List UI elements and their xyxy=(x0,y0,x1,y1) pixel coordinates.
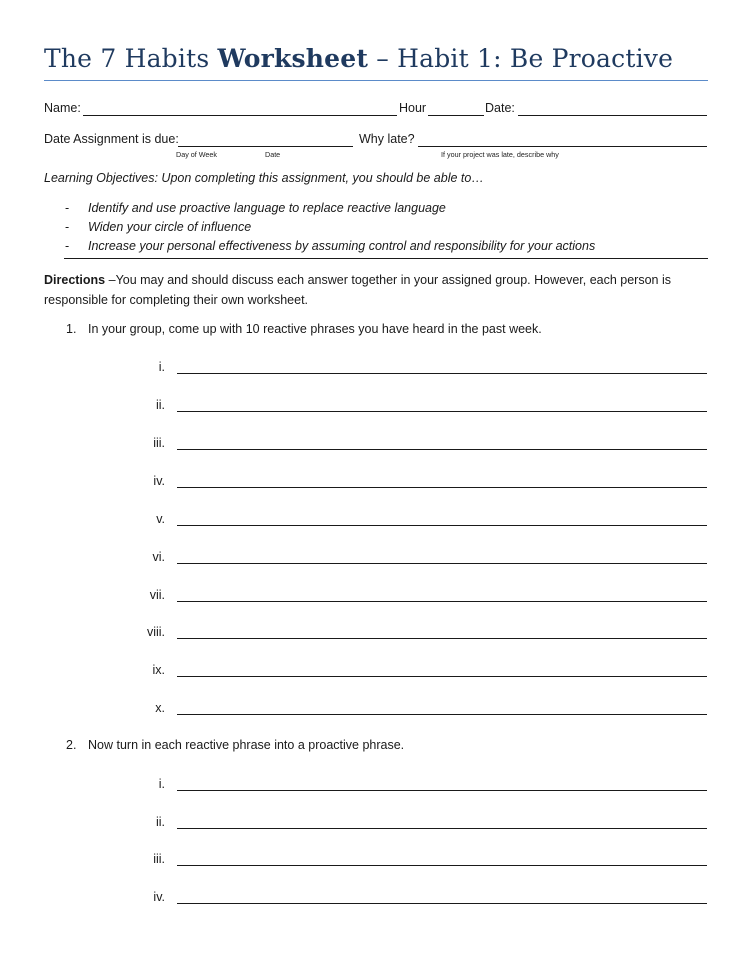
objective-item: Widen your circle of influence xyxy=(88,220,252,234)
title-part1: The 7 Habits xyxy=(44,44,218,73)
answer-line[interactable] xyxy=(177,411,707,412)
question-text: Now turn in each reactive phrase into a proactive phrase. xyxy=(88,738,405,752)
objective-item: Increase your personal effectiveness by assuming control and responsibility for your actions xyxy=(88,239,596,253)
answer-numeral: i. xyxy=(158,777,165,791)
directions-label: Directions xyxy=(44,273,106,287)
title-divider xyxy=(44,80,708,81)
hour-field[interactable] xyxy=(428,115,484,116)
answer-numeral: x. xyxy=(155,701,165,715)
due-date-field[interactable] xyxy=(178,146,353,147)
why-late-label: Why late? xyxy=(359,132,415,146)
objectives-divider xyxy=(64,258,708,259)
name-label: Name: xyxy=(44,101,81,115)
objective-item: Identify and use proactive language to replace reactive language xyxy=(88,201,446,215)
answer-numeral: ix. xyxy=(152,663,165,677)
directions-text: –You may and should discuss each answer together in your assigned group. However, each person is responsible for completing their own worksheet. xyxy=(44,273,671,307)
why-late-field[interactable] xyxy=(418,146,707,147)
question-number: 1. xyxy=(66,322,77,336)
answer-line[interactable] xyxy=(177,790,707,791)
answer-numeral: vi. xyxy=(152,550,165,564)
bullet-dash: - xyxy=(65,220,70,234)
answer-numeral: ii. xyxy=(155,815,165,829)
answer-line[interactable] xyxy=(177,828,707,829)
answer-line[interactable] xyxy=(177,638,707,639)
answer-line[interactable] xyxy=(177,714,707,715)
answer-line[interactable] xyxy=(177,487,707,488)
answer-numeral: iv. xyxy=(153,890,165,904)
answer-numeral: iv. xyxy=(153,474,165,488)
answer-line[interactable] xyxy=(177,865,707,866)
answer-line[interactable] xyxy=(177,601,707,602)
directions-paragraph xyxy=(44,271,704,310)
date-field[interactable] xyxy=(518,115,707,116)
hint-day-of-week: Day of Week xyxy=(176,150,218,159)
answer-line[interactable] xyxy=(177,903,707,904)
objectives-heading: Learning Objectives: Upon completing this assignment, you should be able to… xyxy=(44,171,484,185)
due-date-label: Date Assignment is due: xyxy=(44,132,179,146)
hint-date: Date xyxy=(265,150,281,159)
bullet-dash: - xyxy=(65,239,70,253)
answer-line[interactable] xyxy=(177,563,707,564)
answer-line[interactable] xyxy=(177,373,707,374)
title-bold: Worksheet xyxy=(217,44,369,73)
answer-numeral: viii. xyxy=(146,625,165,639)
hour-label: Hour xyxy=(399,101,427,115)
question-number: 2. xyxy=(66,738,77,752)
page-title xyxy=(44,44,673,73)
answer-numeral: v. xyxy=(156,512,165,526)
answer-line[interactable] xyxy=(177,525,707,526)
answer-line[interactable] xyxy=(177,449,707,450)
answer-numeral: ii. xyxy=(155,398,165,412)
name-field[interactable] xyxy=(83,115,397,116)
bullet-dash: - xyxy=(65,201,70,215)
answer-numeral: vii. xyxy=(149,588,165,602)
answer-numeral: iii. xyxy=(153,436,165,450)
date-label: Date: xyxy=(485,101,515,115)
hint-why-late: If your project was late, describe why xyxy=(441,150,559,159)
question-text: In your group, come up with 10 reactive phrases you have heard in the past week. xyxy=(88,322,542,336)
answer-numeral: i. xyxy=(158,360,165,374)
answer-numeral: iii. xyxy=(153,852,165,866)
title-part2: – Habit 1: Be Proactive xyxy=(368,44,674,73)
answer-line[interactable] xyxy=(177,676,707,677)
